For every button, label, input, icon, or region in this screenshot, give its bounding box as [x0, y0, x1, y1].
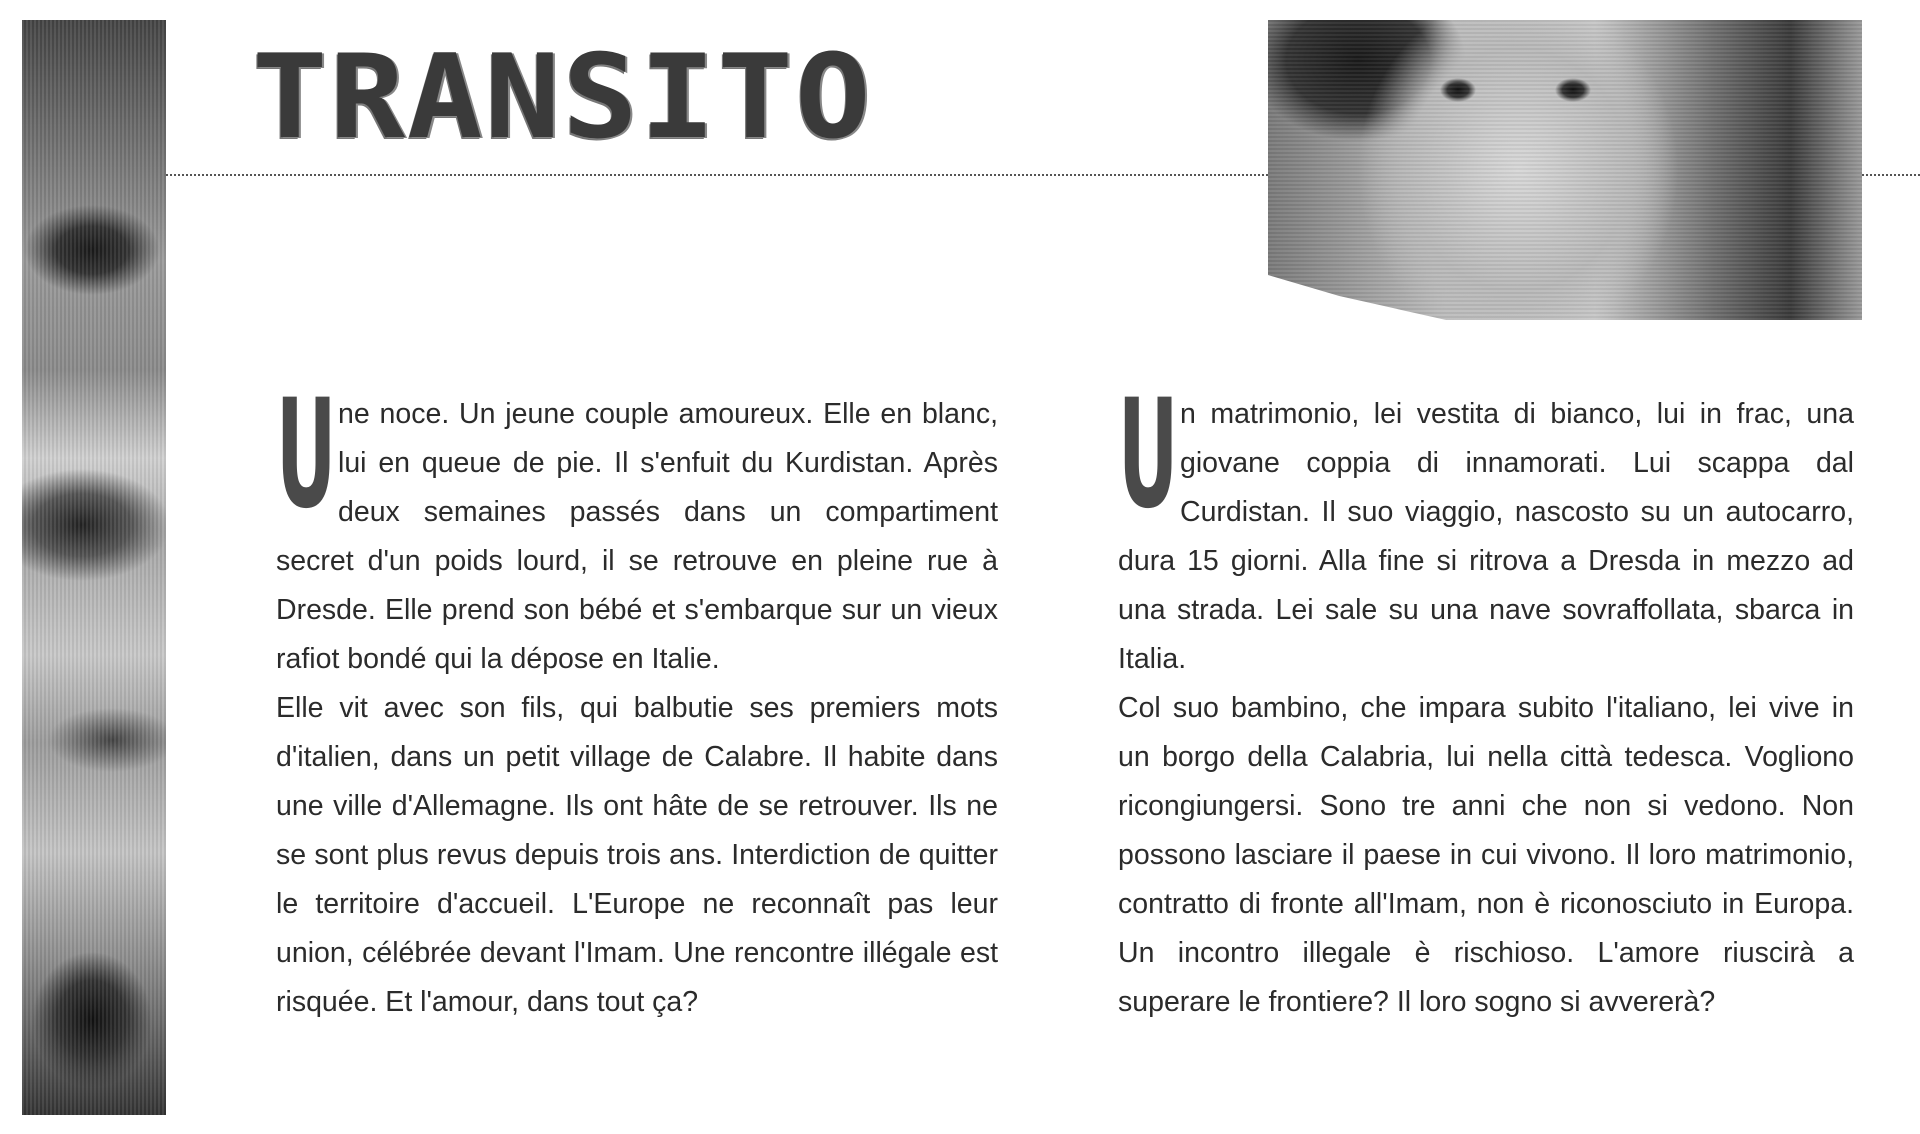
french-paragraph-1: ne noce. Un jeune couple amoureux. Elle en blanc, lui en queue de pie. Il s'enfuit du Kurdistan. Après deux semaines passés dans un compartiment secret d'un poids lourd, il se retrouve en pleine rue à Dresde. Elle prend son bébé et s'embarque sur un vieux rafiot bondé qui la dépose en Italie. [276, 398, 998, 675]
italian-text-column [1118, 368, 1854, 1027]
french-paragraph-2: Elle vit avec son fils, qui balbutie ses premiers mots d'italien, dans un petit village de Calabre. Il habite dans une ville d'Allemagne. Ils ont hâte de se retrouver. Ils ne se sont plus revus depuis trois ans. Interdiction de quitter le territoire d'accueil. L'Europe ne reconnaît pas leur union, célébrée devant l'Imam. Une rencontre illégale est risquée. Et l'amour, dans tout ça? [276, 692, 998, 1018]
italian-dropcap: U [1118, 368, 1179, 542]
french-dropcap: U [276, 368, 337, 542]
italian-paragraph-1: n matrimonio, lei vestita di bianco, lui in frac, una giovane coppia di innamorati. Lui scappa dal Curdistan. Il suo viaggio, nascosto su un autocarro, dura 15 giorni. Alla fine si ritrova a Dresda in mezzo ad una strada. Lei sale su una nave sovraffollata, sbarca in Italia. [1118, 398, 1854, 675]
left-photo-strip [22, 20, 166, 1115]
italian-paragraph-2: Col suo bambino, che impara subito l'italiano, lei vive in un borgo della Calabria, lui nella città tedesca. Vogliono ricongiungersi. Sono tre anni che non si vedono. Non possono lasciare il paese in cui vivono. Il loro matrimonio, contratto di fronte all'Imam, non è riconosciuto in Europa. Un incontro illegale è rischioso. L'amore riuscirà a superare le frontiere? Il loro sogno si avvererà? [1118, 692, 1854, 1018]
page-title: TRANSITO [252, 30, 873, 165]
french-text-column [276, 368, 998, 1027]
portrait-photo [1268, 20, 1862, 320]
